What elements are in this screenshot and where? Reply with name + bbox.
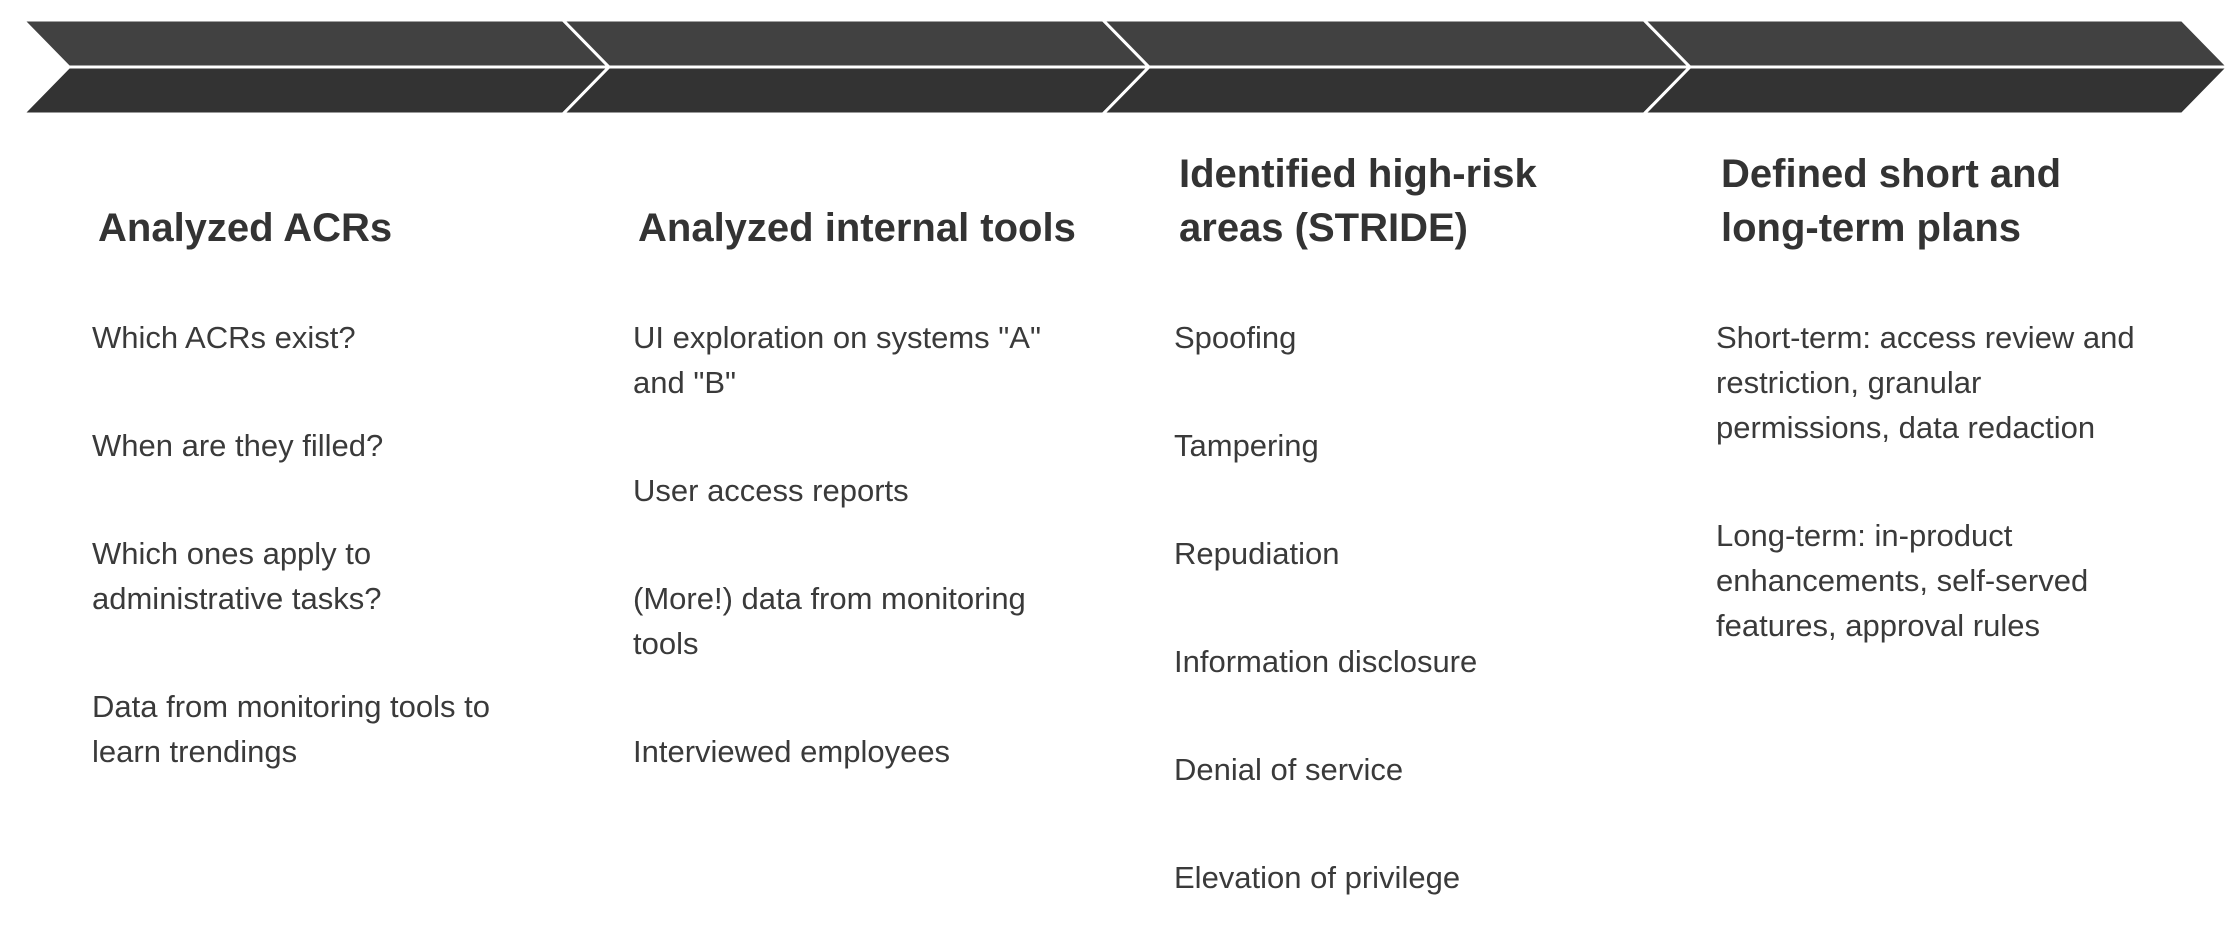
stage-title-line: Analyzed internal tools (638, 206, 1076, 250)
stage-title-line: Analyzed ACRs (98, 206, 393, 250)
list-item (633, 468, 909, 513)
list-item-line: Repudiation (1174, 536, 1340, 571)
list-item (92, 531, 381, 621)
list-item (1716, 513, 2088, 648)
list-item-line: Short-term: access review and (1716, 320, 2135, 355)
list-item (1174, 855, 1460, 900)
chevron-top-internal-tools (563, 20, 1149, 67)
list-item-line: Information disclosure (1174, 644, 1478, 679)
stage-title (1179, 147, 1537, 255)
list-item-line: When are they filled? (92, 428, 384, 463)
list-item-line: Long-term: in-product (1716, 518, 2013, 553)
process-chevron-band (0, 0, 2240, 120)
list-item (633, 729, 950, 774)
list-item-line: UI exploration on systems "A" (633, 320, 1041, 355)
stage-title-line: long-term plans (1721, 206, 2022, 250)
list-item (1174, 639, 1477, 684)
list-item-line: enhancements, self-served (1716, 563, 2089, 598)
list-item-line: tools (633, 626, 699, 661)
list-item (92, 684, 490, 774)
list-item-line: Denial of service (1174, 752, 1404, 787)
list-item-line: Data from monitoring tools to (92, 689, 491, 724)
list-item-line: Interviewed employees (633, 734, 951, 769)
list-item-line: Tampering (1174, 428, 1319, 463)
list-item (1716, 315, 2135, 450)
list-item (1174, 315, 1296, 360)
stage-title-line: areas (STRIDE) (1179, 206, 1468, 250)
stage-title-line: Identified high-risk (1179, 152, 1537, 196)
list-item-line: Spoofing (1174, 320, 1297, 355)
list-item-line: Which ones apply to (92, 536, 372, 571)
list-item-line: learn trendings (92, 734, 298, 769)
list-item (633, 576, 1026, 666)
list-item-line: administrative tasks? (92, 581, 382, 616)
chevron-top-acrs (23, 20, 609, 67)
list-item-line: Which ACRs exist? (92, 320, 356, 355)
chevron-top-high-risk-areas (1103, 20, 1690, 67)
stage-title (98, 201, 392, 255)
list-item (633, 315, 1041, 405)
list-item-line: permissions, data redaction (1716, 410, 2096, 445)
stage-title-line: Defined short and (1721, 152, 2062, 196)
list-item-line: and "B" (633, 365, 737, 400)
list-item (92, 315, 356, 360)
list-item (1174, 747, 1403, 792)
chevron-bottom-acrs (23, 67, 609, 114)
list-item-line: features, approval rules (1716, 608, 2040, 643)
list-item-line: restriction, granular (1716, 365, 1982, 400)
chevron-top-plans (1644, 20, 2228, 67)
list-item (1174, 423, 1319, 468)
stage-title (1721, 147, 2061, 255)
chevron-bottom-plans (1644, 67, 2228, 114)
stage-title (638, 201, 1076, 255)
list-item (1174, 531, 1339, 576)
list-item-line: User access reports (633, 473, 909, 508)
list-item-line: Elevation of privilege (1174, 860, 1461, 895)
chevron-bottom-internal-tools (563, 67, 1149, 114)
list-item (92, 423, 383, 468)
list-item-line: (More!) data from monitoring (633, 581, 1026, 616)
chevron-bottom-high-risk-areas (1103, 67, 1690, 114)
